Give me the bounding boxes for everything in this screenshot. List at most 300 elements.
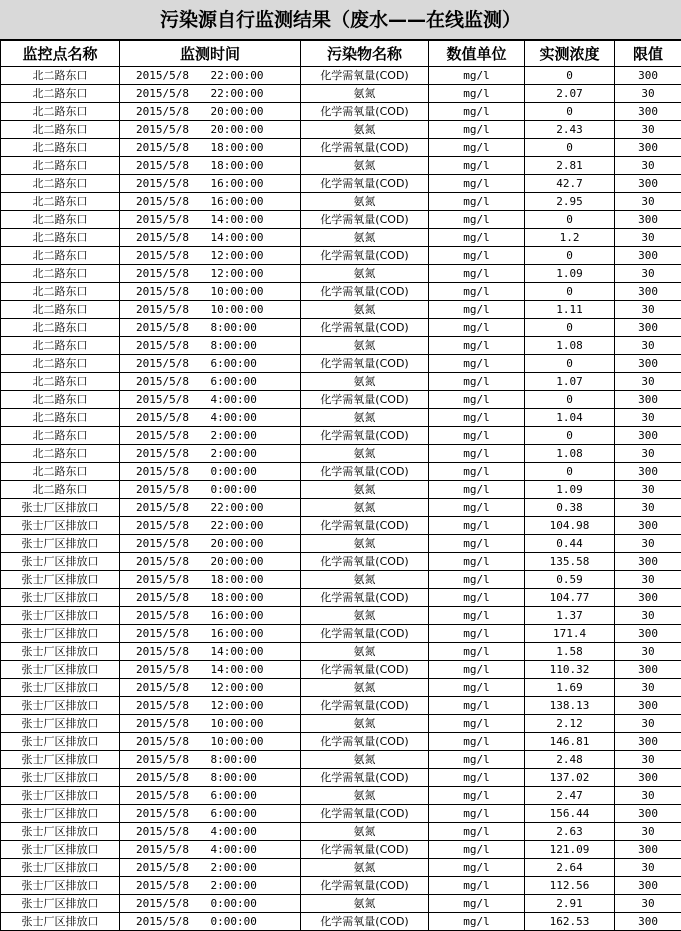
cell-site: 张士厂区排放口 — [1, 769, 120, 787]
table-row — [1, 337, 681, 355]
cell-pollutant: 化学需氧量(COD) — [301, 211, 429, 229]
table-row — [1, 175, 681, 193]
col-header-limit: 限值 — [615, 41, 681, 67]
cell-limit: 300 — [615, 769, 681, 787]
cell-site: 北二路东口 — [1, 319, 120, 337]
table-row — [1, 157, 681, 175]
cell-date: 2015/5/8 — [120, 643, 211, 661]
cell-pollutant: 化学需氧量(COD) — [301, 769, 429, 787]
cell-site: 张士厂区排放口 — [1, 787, 120, 805]
cell-pollutant: 化学需氧量(COD) — [301, 877, 429, 895]
cell-unit: mg/l — [429, 589, 525, 607]
cell-unit: mg/l — [429, 265, 525, 283]
cell-value: 1.07 — [525, 373, 615, 391]
table-row — [1, 643, 681, 661]
table-row — [1, 103, 681, 121]
cell-unit: mg/l — [429, 121, 525, 139]
cell-site: 张士厂区排放口 — [1, 751, 120, 769]
cell-value: 2.43 — [525, 121, 615, 139]
cell-unit: mg/l — [429, 535, 525, 553]
cell-unit: mg/l — [429, 661, 525, 679]
cell-time: 10:00:00 — [211, 301, 301, 319]
cell-time: 22:00:00 — [211, 517, 301, 535]
cell-limit: 30 — [615, 535, 681, 553]
cell-site: 张士厂区排放口 — [1, 805, 120, 823]
table-row — [1, 697, 681, 715]
cell-date: 2015/5/8 — [120, 157, 211, 175]
cell-value: 1.69 — [525, 679, 615, 697]
cell-value: 1.37 — [525, 607, 615, 625]
cell-site: 北二路东口 — [1, 283, 120, 301]
cell-value: 0 — [525, 391, 615, 409]
cell-value: 1.08 — [525, 337, 615, 355]
cell-time: 10:00:00 — [211, 715, 301, 733]
cell-site: 北二路东口 — [1, 121, 120, 139]
cell-pollutant: 氨氮 — [301, 373, 429, 391]
cell-unit: mg/l — [429, 733, 525, 751]
cell-unit: mg/l — [429, 337, 525, 355]
cell-limit: 300 — [615, 355, 681, 373]
cell-date: 2015/5/8 — [120, 697, 211, 715]
cell-unit: mg/l — [429, 751, 525, 769]
cell-pollutant: 氨氮 — [301, 157, 429, 175]
cell-time: 18:00:00 — [211, 589, 301, 607]
cell-site: 北二路东口 — [1, 481, 120, 499]
cell-unit: mg/l — [429, 67, 525, 85]
cell-date: 2015/5/8 — [120, 463, 211, 481]
cell-time: 10:00:00 — [211, 283, 301, 301]
cell-limit: 300 — [615, 67, 681, 85]
cell-value: 42.7 — [525, 175, 615, 193]
cell-pollutant: 化学需氧量(COD) — [301, 625, 429, 643]
cell-unit: mg/l — [429, 85, 525, 103]
cell-pollutant: 化学需氧量(COD) — [301, 355, 429, 373]
cell-value: 1.58 — [525, 643, 615, 661]
cell-pollutant: 氨氮 — [301, 193, 429, 211]
cell-site: 北二路东口 — [1, 211, 120, 229]
cell-unit: mg/l — [429, 643, 525, 661]
header-row — [1, 41, 681, 67]
cell-date: 2015/5/8 — [120, 355, 211, 373]
cell-limit: 300 — [615, 553, 681, 571]
cell-date: 2015/5/8 — [120, 283, 211, 301]
cell-pollutant: 化学需氧量(COD) — [301, 283, 429, 301]
cell-time: 12:00:00 — [211, 679, 301, 697]
cell-site: 北二路东口 — [1, 157, 120, 175]
cell-site: 北二路东口 — [1, 247, 120, 265]
cell-time: 2:00:00 — [211, 427, 301, 445]
cell-value: 2.12 — [525, 715, 615, 733]
cell-time: 0:00:00 — [211, 481, 301, 499]
table-row — [1, 121, 681, 139]
cell-pollutant: 化学需氧量(COD) — [301, 805, 429, 823]
cell-site: 张士厂区排放口 — [1, 643, 120, 661]
cell-date: 2015/5/8 — [120, 265, 211, 283]
cell-limit: 300 — [615, 805, 681, 823]
table-row — [1, 139, 681, 157]
cell-pollutant: 化学需氧量(COD) — [301, 841, 429, 859]
cell-date: 2015/5/8 — [120, 427, 211, 445]
table-row — [1, 895, 681, 913]
cell-site: 张士厂区排放口 — [1, 553, 120, 571]
cell-time: 14:00:00 — [211, 643, 301, 661]
table-row — [1, 859, 681, 877]
cell-limit: 30 — [615, 607, 681, 625]
table-row — [1, 427, 681, 445]
cell-limit: 30 — [615, 409, 681, 427]
col-header-time: 监测时间 — [120, 41, 301, 67]
cell-pollutant: 化学需氧量(COD) — [301, 661, 429, 679]
cell-date: 2015/5/8 — [120, 751, 211, 769]
table-row — [1, 355, 681, 373]
cell-value: 156.44 — [525, 805, 615, 823]
cell-unit: mg/l — [429, 481, 525, 499]
cell-unit: mg/l — [429, 175, 525, 193]
cell-date: 2015/5/8 — [120, 535, 211, 553]
cell-site: 北二路东口 — [1, 391, 120, 409]
cell-value: 137.02 — [525, 769, 615, 787]
cell-unit: mg/l — [429, 877, 525, 895]
cell-date: 2015/5/8 — [120, 247, 211, 265]
cell-limit: 30 — [615, 301, 681, 319]
cell-limit: 300 — [615, 517, 681, 535]
cell-unit: mg/l — [429, 157, 525, 175]
cell-limit: 300 — [615, 427, 681, 445]
cell-date: 2015/5/8 — [120, 175, 211, 193]
cell-time: 6:00:00 — [211, 787, 301, 805]
cell-limit: 30 — [615, 859, 681, 877]
cell-time: 12:00:00 — [211, 247, 301, 265]
cell-time: 22:00:00 — [211, 499, 301, 517]
cell-unit: mg/l — [429, 859, 525, 877]
cell-unit: mg/l — [429, 193, 525, 211]
cell-unit: mg/l — [429, 211, 525, 229]
cell-time: 12:00:00 — [211, 265, 301, 283]
cell-limit: 300 — [615, 211, 681, 229]
cell-unit: mg/l — [429, 499, 525, 517]
cell-unit: mg/l — [429, 517, 525, 535]
cell-pollutant: 化学需氧量(COD) — [301, 103, 429, 121]
cell-pollutant: 氨氮 — [301, 121, 429, 139]
cell-date: 2015/5/8 — [120, 409, 211, 427]
cell-value: 110.32 — [525, 661, 615, 679]
cell-time: 4:00:00 — [211, 409, 301, 427]
cell-unit: mg/l — [429, 409, 525, 427]
cell-site: 北二路东口 — [1, 175, 120, 193]
cell-date: 2015/5/8 — [120, 607, 211, 625]
cell-time: 2:00:00 — [211, 445, 301, 463]
cell-unit: mg/l — [429, 355, 525, 373]
table-row — [1, 373, 681, 391]
cell-date: 2015/5/8 — [120, 67, 211, 85]
cell-value: 0 — [525, 67, 615, 85]
cell-pollutant: 化学需氧量(COD) — [301, 733, 429, 751]
cell-date: 2015/5/8 — [120, 841, 211, 859]
cell-date: 2015/5/8 — [120, 571, 211, 589]
cell-value: 1.09 — [525, 481, 615, 499]
cell-date: 2015/5/8 — [120, 193, 211, 211]
cell-limit: 30 — [615, 895, 681, 913]
cell-value: 1.04 — [525, 409, 615, 427]
cell-site: 北二路东口 — [1, 427, 120, 445]
cell-value: 112.56 — [525, 877, 615, 895]
cell-unit: mg/l — [429, 697, 525, 715]
cell-date: 2015/5/8 — [120, 823, 211, 841]
cell-limit: 300 — [615, 391, 681, 409]
cell-limit: 30 — [615, 679, 681, 697]
cell-pollutant: 化学需氧量(COD) — [301, 913, 429, 931]
cell-value: 0 — [525, 427, 615, 445]
cell-time: 16:00:00 — [211, 193, 301, 211]
cell-site: 北二路东口 — [1, 373, 120, 391]
cell-value: 104.98 — [525, 517, 615, 535]
cell-time: 18:00:00 — [211, 139, 301, 157]
cell-value: 0 — [525, 319, 615, 337]
cell-unit: mg/l — [429, 445, 525, 463]
cell-pollutant: 化学需氧量(COD) — [301, 391, 429, 409]
report-title: 污染源自行监测结果（废水——在线监测） — [0, 0, 681, 40]
cell-date: 2015/5/8 — [120, 661, 211, 679]
cell-value: 2.47 — [525, 787, 615, 805]
cell-limit: 300 — [615, 283, 681, 301]
cell-site: 张士厂区排放口 — [1, 841, 120, 859]
cell-time: 10:00:00 — [211, 733, 301, 751]
cell-value: 104.77 — [525, 589, 615, 607]
col-header-value: 实测浓度 — [525, 41, 615, 67]
cell-limit: 30 — [615, 751, 681, 769]
cell-pollutant: 氨氮 — [301, 499, 429, 517]
cell-value: 0.44 — [525, 535, 615, 553]
cell-limit: 30 — [615, 499, 681, 517]
cell-time: 20:00:00 — [211, 121, 301, 139]
cell-site: 北二路东口 — [1, 301, 120, 319]
cell-pollutant: 氨氮 — [301, 607, 429, 625]
cell-date: 2015/5/8 — [120, 769, 211, 787]
cell-pollutant: 化学需氧量(COD) — [301, 319, 429, 337]
cell-limit: 300 — [615, 625, 681, 643]
cell-pollutant: 氨氮 — [301, 823, 429, 841]
cell-limit: 300 — [615, 139, 681, 157]
cell-limit: 30 — [615, 643, 681, 661]
cell-value: 121.09 — [525, 841, 615, 859]
table-row — [1, 85, 681, 103]
cell-limit: 300 — [615, 913, 681, 931]
cell-value: 0.38 — [525, 499, 615, 517]
cell-value: 0 — [525, 103, 615, 121]
cell-site: 北二路东口 — [1, 67, 120, 85]
cell-value: 1.2 — [525, 229, 615, 247]
cell-time: 22:00:00 — [211, 85, 301, 103]
cell-time: 8:00:00 — [211, 769, 301, 787]
cell-site: 张士厂区排放口 — [1, 859, 120, 877]
cell-date: 2015/5/8 — [120, 103, 211, 121]
cell-limit: 30 — [615, 571, 681, 589]
cell-site: 北二路东口 — [1, 103, 120, 121]
cell-pollutant: 氨氮 — [301, 895, 429, 913]
table-row — [1, 67, 681, 85]
cell-pollutant: 化学需氧量(COD) — [301, 463, 429, 481]
cell-time: 0:00:00 — [211, 913, 301, 931]
cell-date: 2015/5/8 — [120, 913, 211, 931]
table-row — [1, 301, 681, 319]
cell-unit: mg/l — [429, 427, 525, 445]
table-row — [1, 877, 681, 895]
cell-limit: 30 — [615, 157, 681, 175]
cell-site: 北二路东口 — [1, 229, 120, 247]
cell-date: 2015/5/8 — [120, 553, 211, 571]
cell-pollutant: 氨氮 — [301, 85, 429, 103]
cell-time: 14:00:00 — [211, 211, 301, 229]
cell-date: 2015/5/8 — [120, 679, 211, 697]
cell-time: 18:00:00 — [211, 571, 301, 589]
cell-limit: 30 — [615, 481, 681, 499]
col-header-unit: 数值单位 — [429, 41, 525, 67]
cell-limit: 300 — [615, 319, 681, 337]
table-row — [1, 769, 681, 787]
table-row — [1, 481, 681, 499]
cell-time: 0:00:00 — [211, 463, 301, 481]
cell-pollutant: 氨氮 — [301, 571, 429, 589]
cell-limit: 300 — [615, 463, 681, 481]
cell-date: 2015/5/8 — [120, 211, 211, 229]
cell-unit: mg/l — [429, 373, 525, 391]
cell-pollutant: 氨氮 — [301, 787, 429, 805]
cell-site: 北二路东口 — [1, 355, 120, 373]
cell-site: 张士厂区排放口 — [1, 535, 120, 553]
cell-limit: 300 — [615, 733, 681, 751]
cell-value: 1.11 — [525, 301, 615, 319]
cell-value: 2.48 — [525, 751, 615, 769]
table-row — [1, 229, 681, 247]
cell-date: 2015/5/8 — [120, 391, 211, 409]
cell-limit: 30 — [615, 121, 681, 139]
cell-time: 8:00:00 — [211, 337, 301, 355]
cell-limit: 30 — [615, 337, 681, 355]
cell-time: 20:00:00 — [211, 553, 301, 571]
cell-limit: 30 — [615, 715, 681, 733]
table-row — [1, 805, 681, 823]
cell-time: 6:00:00 — [211, 355, 301, 373]
cell-unit: mg/l — [429, 679, 525, 697]
cell-pollutant: 化学需氧量(COD) — [301, 517, 429, 535]
cell-value: 2.63 — [525, 823, 615, 841]
cell-time: 16:00:00 — [211, 607, 301, 625]
cell-site: 张士厂区排放口 — [1, 895, 120, 913]
cell-date: 2015/5/8 — [120, 733, 211, 751]
cell-value: 2.07 — [525, 85, 615, 103]
cell-pollutant: 氨氮 — [301, 679, 429, 697]
col-header-site: 监控点名称 — [1, 41, 120, 67]
table-row — [1, 841, 681, 859]
cell-pollutant: 氨氮 — [301, 859, 429, 877]
cell-time: 20:00:00 — [211, 103, 301, 121]
cell-value: 2.64 — [525, 859, 615, 877]
cell-pollutant: 氨氮 — [301, 535, 429, 553]
cell-limit: 300 — [615, 661, 681, 679]
cell-date: 2015/5/8 — [120, 139, 211, 157]
cell-date: 2015/5/8 — [120, 445, 211, 463]
cell-time: 0:00:00 — [211, 895, 301, 913]
cell-unit: mg/l — [429, 301, 525, 319]
cell-limit: 30 — [615, 823, 681, 841]
cell-value: 171.4 — [525, 625, 615, 643]
table-row — [1, 751, 681, 769]
cell-time: 4:00:00 — [211, 823, 301, 841]
table-row — [1, 211, 681, 229]
cell-date: 2015/5/8 — [120, 319, 211, 337]
cell-time: 22:00:00 — [211, 67, 301, 85]
cell-site: 张士厂区排放口 — [1, 571, 120, 589]
cell-site: 北二路东口 — [1, 85, 120, 103]
cell-date: 2015/5/8 — [120, 787, 211, 805]
table-row — [1, 517, 681, 535]
cell-time: 16:00:00 — [211, 175, 301, 193]
cell-value: 2.91 — [525, 895, 615, 913]
cell-time: 2:00:00 — [211, 877, 301, 895]
cell-limit: 300 — [615, 247, 681, 265]
cell-limit: 30 — [615, 787, 681, 805]
cell-value: 138.13 — [525, 697, 615, 715]
table-row — [1, 463, 681, 481]
cell-limit: 300 — [615, 589, 681, 607]
cell-time: 14:00:00 — [211, 229, 301, 247]
cell-pollutant: 氨氮 — [301, 481, 429, 499]
cell-value: 1.08 — [525, 445, 615, 463]
cell-date: 2015/5/8 — [120, 85, 211, 103]
cell-pollutant: 化学需氧量(COD) — [301, 247, 429, 265]
cell-unit: mg/l — [429, 607, 525, 625]
cell-unit: mg/l — [429, 283, 525, 301]
table-row — [1, 571, 681, 589]
cell-site: 张士厂区排放口 — [1, 733, 120, 751]
cell-value: 162.53 — [525, 913, 615, 931]
cell-site: 张士厂区排放口 — [1, 661, 120, 679]
cell-value: 0 — [525, 355, 615, 373]
table-row — [1, 607, 681, 625]
cell-date: 2015/5/8 — [120, 301, 211, 319]
cell-date: 2015/5/8 — [120, 805, 211, 823]
cell-site: 北二路东口 — [1, 265, 120, 283]
cell-date: 2015/5/8 — [120, 121, 211, 139]
cell-site: 张士厂区排放口 — [1, 913, 120, 931]
cell-unit: mg/l — [429, 823, 525, 841]
cell-value: 0 — [525, 247, 615, 265]
cell-pollutant: 化学需氧量(COD) — [301, 589, 429, 607]
table-row — [1, 625, 681, 643]
cell-site: 张士厂区排放口 — [1, 715, 120, 733]
cell-value: 0 — [525, 463, 615, 481]
cell-time: 16:00:00 — [211, 625, 301, 643]
table-row — [1, 283, 681, 301]
cell-pollutant: 化学需氧量(COD) — [301, 67, 429, 85]
cell-limit: 30 — [615, 445, 681, 463]
cell-site: 张士厂区排放口 — [1, 697, 120, 715]
cell-unit: mg/l — [429, 571, 525, 589]
table-row — [1, 319, 681, 337]
cell-unit: mg/l — [429, 319, 525, 337]
table-row — [1, 409, 681, 427]
cell-pollutant: 氨氮 — [301, 337, 429, 355]
table-row — [1, 679, 681, 697]
cell-site: 张士厂区排放口 — [1, 625, 120, 643]
cell-value: 0 — [525, 139, 615, 157]
cell-unit: mg/l — [429, 913, 525, 931]
cell-site: 张士厂区排放口 — [1, 877, 120, 895]
cell-date: 2015/5/8 — [120, 859, 211, 877]
cell-unit: mg/l — [429, 895, 525, 913]
cell-time: 4:00:00 — [211, 841, 301, 859]
cell-limit: 300 — [615, 877, 681, 895]
